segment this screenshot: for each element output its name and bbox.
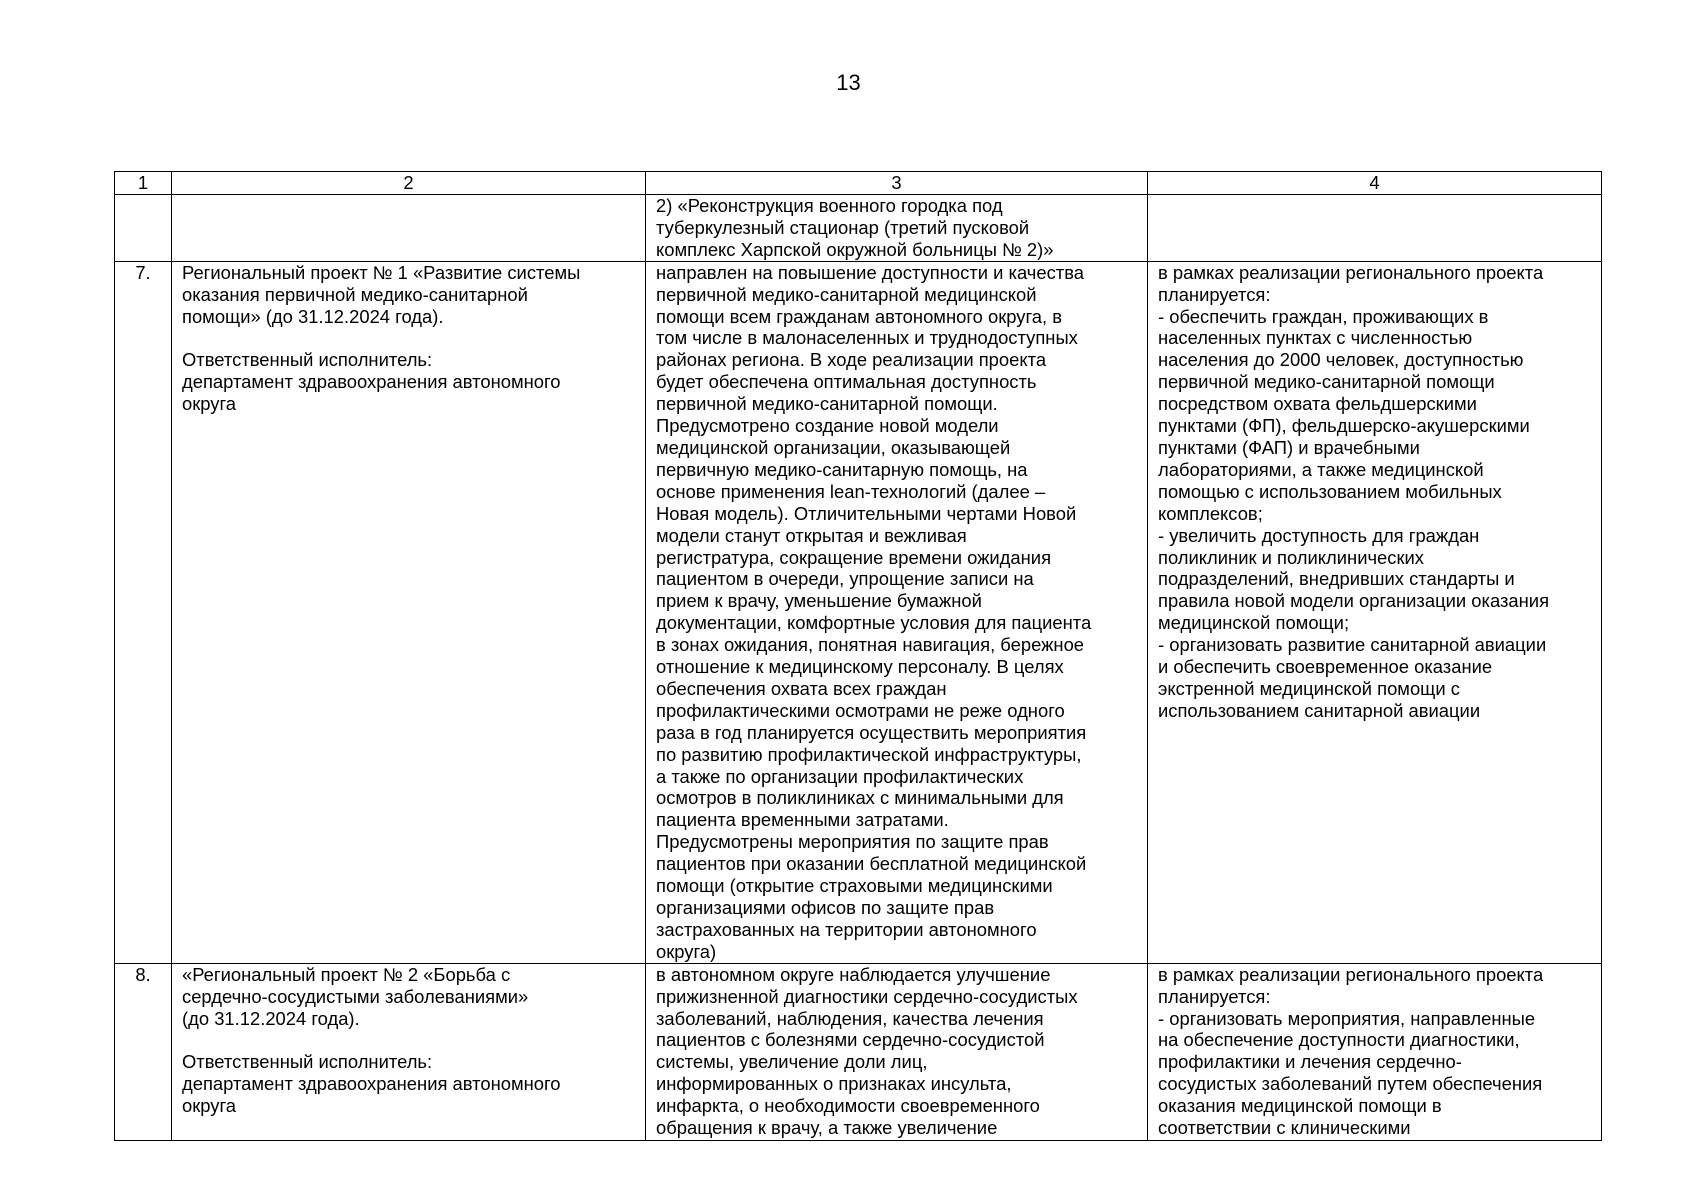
project-text: «Региональный проект № 2 «Борьба с сердечно-сосудистыми заболеваниями» (до 31.12.2024 года). Ответственный исполнитель: департамент здравоохранения автономного округа [182,963,561,1117]
table-row [115,195,1602,262]
plan-cell [1148,261,1602,963]
row-number: 8. [115,963,172,1140]
description-cell [646,195,1148,262]
description-text: направлен на повышение доступности и качества первичной медико-санитарной медицинской помощи всем гражданам автономного округа, в том числе в малонаселенных и труднодоступных районах региона. В ходе реализации проекта будет обеспечена оптимальная доступность первичной медико-санитарной помощи. Предусмотрено создание новой модели медицинской организации, оказывающей первичную медико-санитарную помощь, на основе применения lean-технологий (далее – Новая модель). Отличительными чертами Новой модели станут открытая и вежливая регистратура, сокращение времени ожидания пациентом в очереди, упрощение записи на прием к врачу, уменьшение бумажной документации, комфортные условия для пациента в зонах ожидания, понятная навигация, бережное отношение к медицинскому персоналу. В целях обеспечения охвата всех граждан профилактическими осмотрами не реже одного раза в год планируется осуществить мероприятия по развитию профилактической инфраструктуры, а также по организации профилактических осмотров в поликлиниках с минимальными для пациента временными затратами. Предусмотрены мероприятия по защите прав пациентов при оказании бесплатной медицинской помощи (открытие страховыми медицинскими организациями офисов по защите прав застрахованных на территории автономного округа) [656,261,1092,962]
plan-cell [1148,963,1602,1140]
project-cell [172,261,646,963]
header-cell-4: 4 [1148,172,1602,195]
page-number: 13 [836,70,861,95]
description-text: в автономном округе наблюдается улучшение прижизненной диагностики сердечно-сосудистых заболеваний, наблюдения, качества лечения пациентов с болезнями сердечно-сосудистой системы, увеличение доли лиц, информированных о признаках инсульта, инфаркта, о необходимости своевременного обращения к врачу, а также увеличение [656,963,1078,1139]
description-text: 2) «Реконструкция военного городка под туберкулезный стационар (третий пусковой комплекс Харпской окружной больницы № 2)» [656,195,1054,260]
header-cell-2: 2 [172,172,646,195]
description-cell [646,261,1148,963]
project-cell [172,963,646,1140]
plan-text: в рамках реализации регионального проекта планируется: - обеспечить граждан, проживающих в населенных пунктах с численностью населения до 2000 человек, доступностью первичной медико-санитарной помощи посредством охвата фельдшерскими пунктами (ФП), фельдшерско-акушерскими пунктами (ФАП) и врачебными лабораториями, а также медицинской помощью с использованием мобильных комплексов; - увеличить доступность для граждан поликлиник и поликлинических подразделений, внедривших стандарты и правила новой модели организации оказания медицинской помощи; - организовать развитие санитарной авиации и обеспечить своевременное оказание экстренной медицинской помощи с использованием санитарной авиации [1158,261,1550,721]
header-cell-3: 3 [646,172,1148,195]
table-header-row [115,172,1602,195]
row-number: 7. [115,261,172,963]
description-cell [646,963,1148,1140]
plan-text: в рамках реализации регионального проекта планируется: - организовать мероприятия, направленные на обеспечение доступности диагностики, профилактики и лечения сердечно- сосудистых заболеваний путем обеспечения оказания медицинской помощи в соответствии с клиническими [1158,963,1544,1139]
table-row [115,261,1602,963]
header-cell-1: 1 [115,172,172,195]
plan-cell [1148,195,1602,262]
table-row [115,963,1602,1140]
row-number [115,195,172,262]
project-cell [172,195,646,262]
projects-table [114,171,1602,1141]
project-text: Региональный проект № 1 «Развитие системы оказания первичной медико-санитарной помощи» (до 31.12.2024 года). Ответственный исполнитель: департамент здравоохранения автономного округа [182,261,581,415]
